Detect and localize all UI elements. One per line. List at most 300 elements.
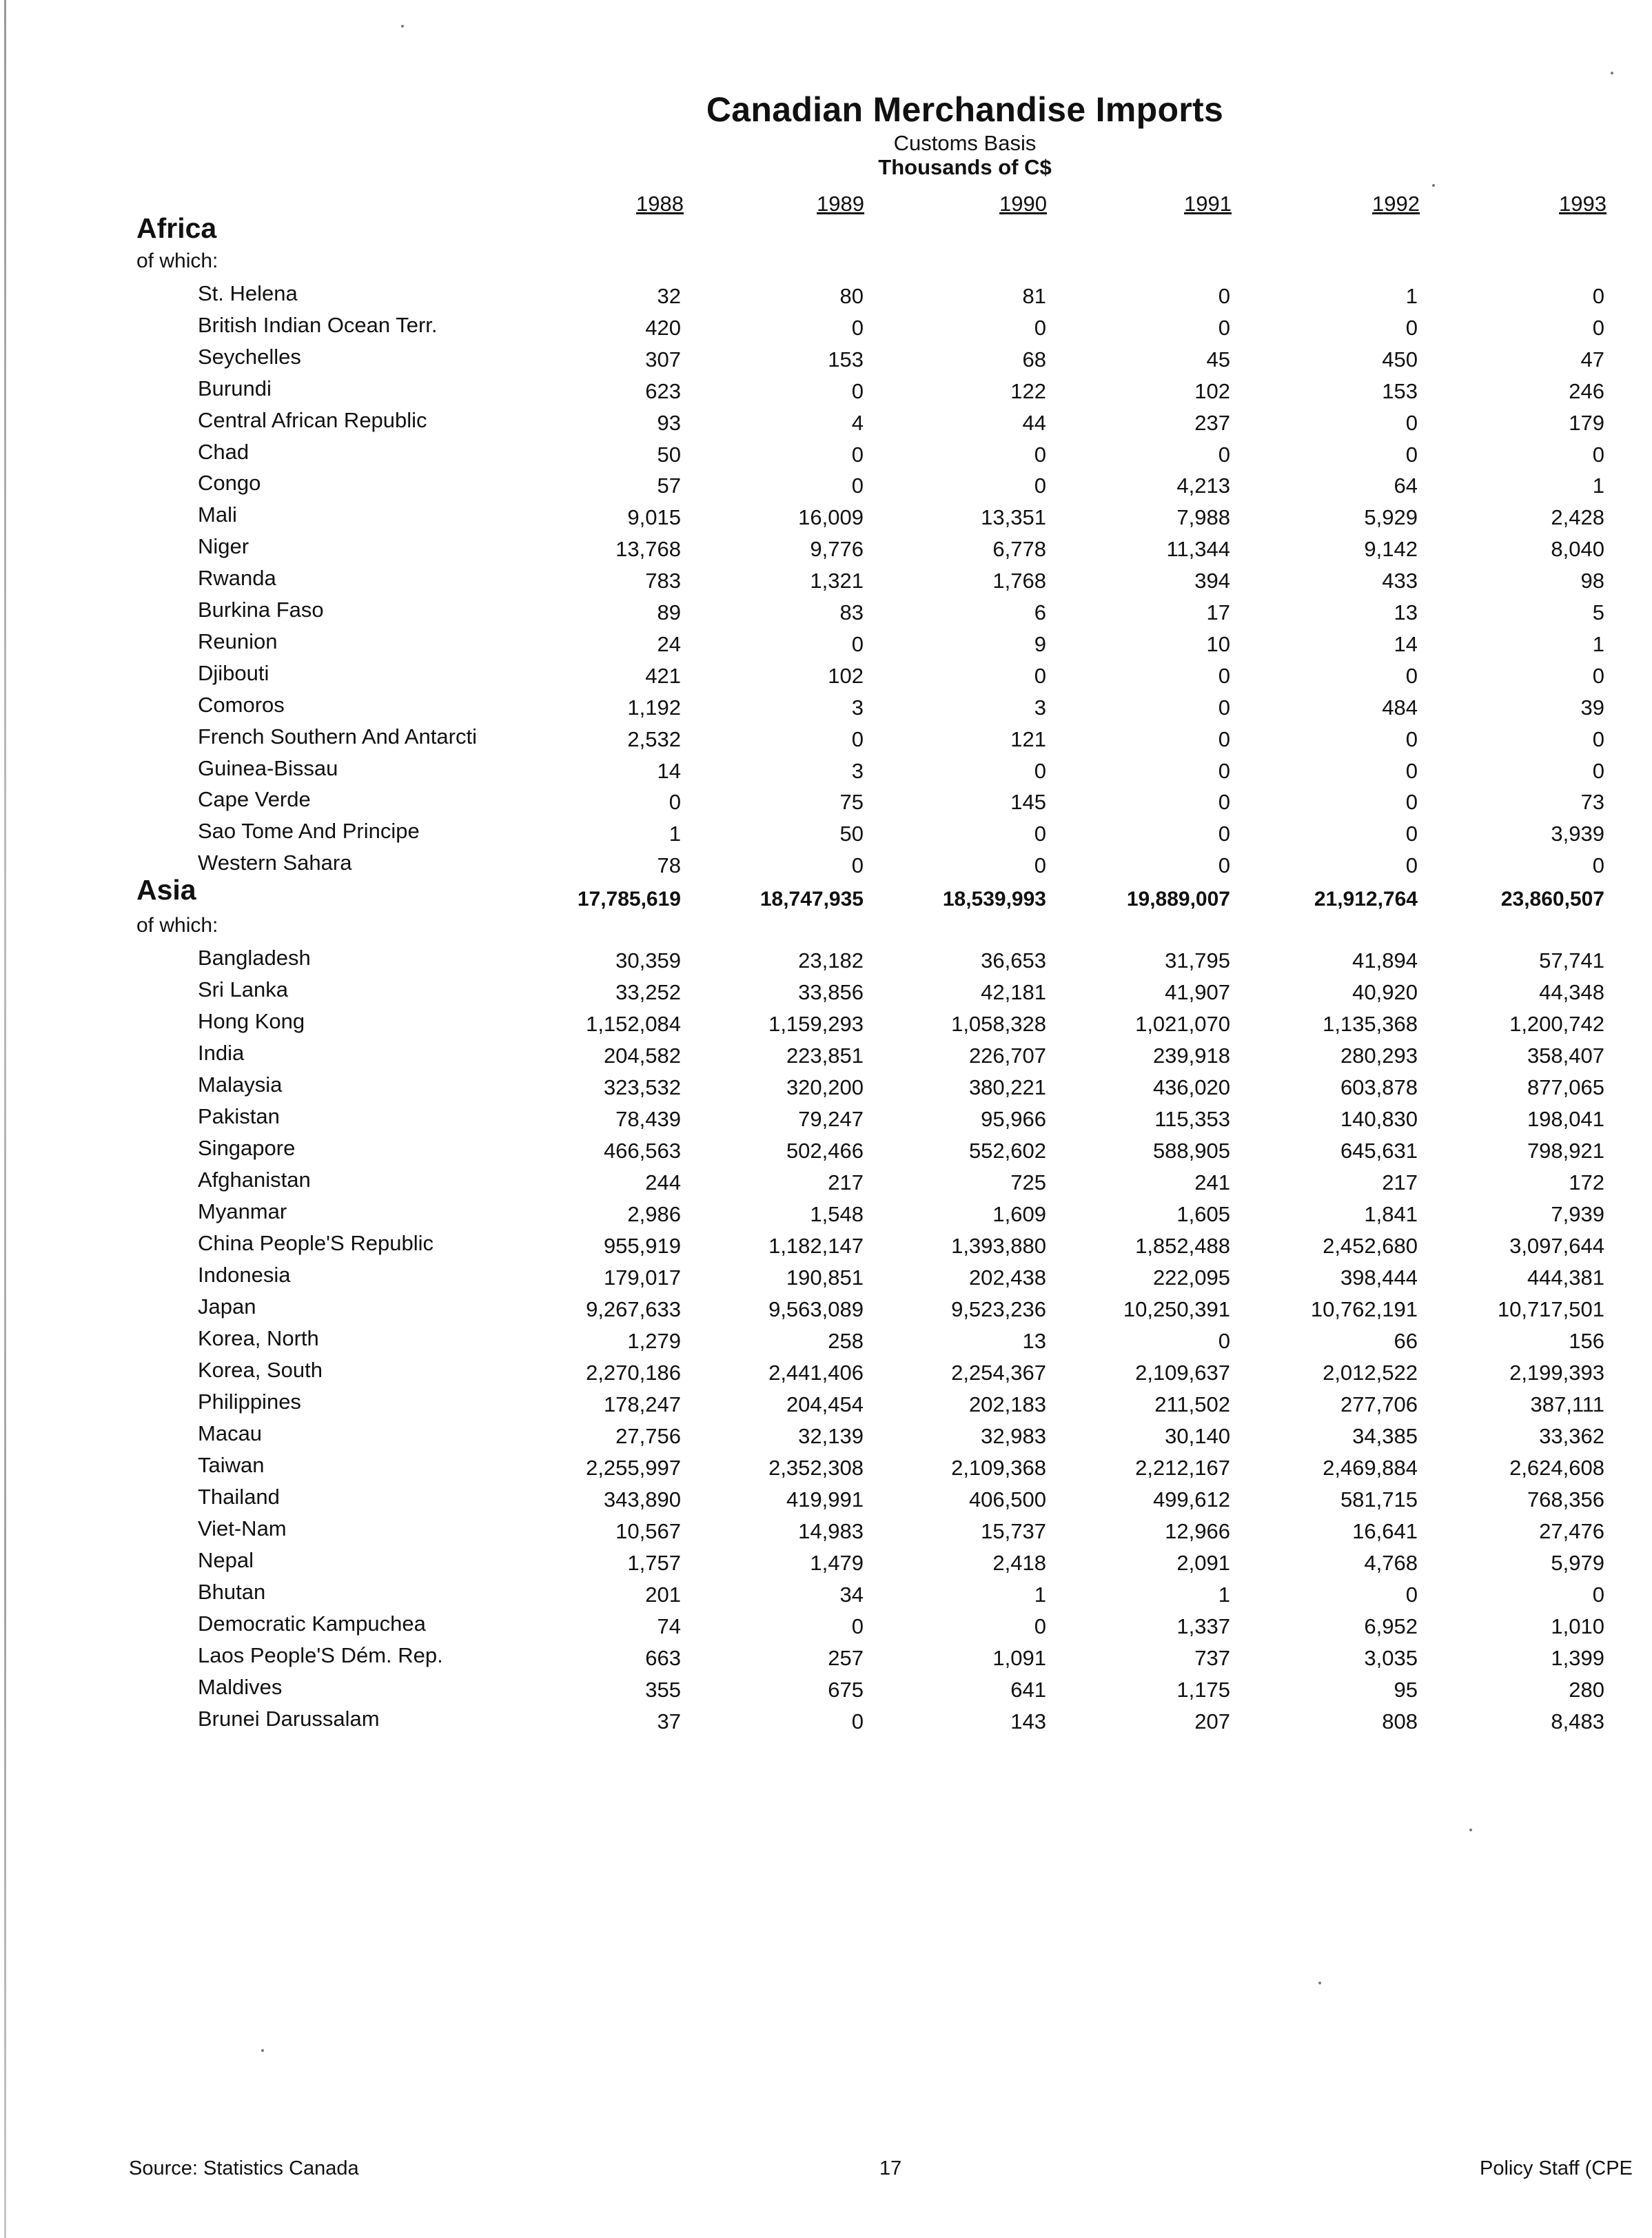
value-cell-1990: 1,768	[992, 569, 1046, 593]
value-cell-1988: 204,582	[603, 1044, 681, 1068]
value-cell-1990: 13,351	[981, 505, 1046, 530]
country-name: Singapore	[198, 1136, 296, 1160]
value-cell-1991: 237	[1194, 410, 1230, 435]
year-header-1993: 1993	[1559, 192, 1607, 216]
value-cell-1991: 10	[1206, 631, 1230, 656]
value-cell-1992: 808	[1382, 1709, 1418, 1733]
value-cell-1993: 198,041	[1527, 1107, 1604, 1131]
year-header-1990: 1990	[999, 192, 1047, 216]
value-cell-1993: 1,200,742	[1509, 1012, 1604, 1036]
value-cell-1991: 11,344	[1166, 537, 1230, 562]
africa-row	[0, 534, 1652, 565]
value-cell-1990: 0	[1034, 758, 1046, 783]
value-cell-1988: 30,359	[615, 948, 681, 973]
value-cell-1989: 0	[851, 631, 864, 656]
value-cell-1990: 202,183	[968, 1392, 1046, 1416]
africa-row	[0, 566, 1652, 597]
value-cell-1989: 79,247	[798, 1107, 864, 1131]
country-name: Sao Tome And Principe	[198, 819, 420, 844]
country-name: Bangladesh	[198, 946, 311, 970]
value-cell-1993: 8,483	[1551, 1709, 1604, 1733]
value-cell-1988: 466,563	[603, 1139, 681, 1163]
country-name: Macau	[198, 1421, 263, 1445]
country-name: Guinea-Bissau	[198, 755, 338, 780]
value-cell-1992: 0	[1405, 822, 1418, 846]
value-cell-1990: 32,983	[981, 1424, 1046, 1448]
value-cell-1988: 179,017	[603, 1265, 681, 1290]
value-cell-1988: 623	[645, 378, 681, 403]
value-cell-1989: 2,352,308	[768, 1456, 864, 1480]
value-cell-1991: 0	[1218, 758, 1230, 783]
value-cell-1992: 0	[1405, 1583, 1418, 1607]
country-name: Nepal	[198, 1548, 254, 1572]
source-note: Source: Statistics Canada	[129, 2157, 359, 2179]
country-name: Brunei Darussalam	[198, 1707, 380, 1731]
value-cell-1993: 2,428	[1551, 505, 1604, 530]
value-cell-1991: 115,353	[1154, 1107, 1230, 1131]
africa-row	[0, 281, 1652, 312]
value-cell-1990: 226,707	[968, 1044, 1046, 1068]
country-name: Congo	[198, 471, 261, 496]
value-cell-1991: 394	[1194, 569, 1230, 593]
value-cell-1992: 450	[1382, 347, 1418, 372]
asia-row	[0, 1104, 1652, 1135]
africa-row	[0, 756, 1652, 787]
value-cell-1990: 0	[1034, 853, 1046, 878]
year-header-1988: 1988	[636, 192, 684, 216]
value-cell-1991: 1,175	[1176, 1678, 1230, 1702]
value-cell-1993: 0	[1592, 853, 1604, 878]
value-cell-1992: 5,929	[1364, 505, 1418, 530]
value-cell-1990: 121	[1010, 726, 1046, 751]
scan-speck	[261, 2049, 264, 2052]
value-cell-1988: 27,756	[615, 1424, 681, 1448]
value-cell-1988: 78	[657, 853, 681, 878]
asia-of-which: of which:	[136, 914, 218, 937]
value-cell-1993: 0	[1592, 442, 1604, 467]
country-name: French Southern And Antarcti	[198, 724, 477, 749]
value-cell-1993: 0	[1592, 315, 1604, 340]
value-cell-1989: 16,009	[798, 505, 864, 530]
value-cell-1993: 3,939	[1551, 822, 1604, 846]
value-cell-1992: 645,631	[1340, 1139, 1418, 1163]
country-name: Western Sahara	[198, 851, 352, 875]
asia-row	[0, 1231, 1652, 1262]
asia-row	[0, 1358, 1652, 1389]
value-cell-1989: 217	[828, 1170, 864, 1194]
value-cell-1991: 241	[1194, 1170, 1230, 1194]
value-cell-1992: 41,894	[1352, 948, 1418, 973]
value-cell-1989: 9,563,089	[768, 1297, 864, 1321]
value-cell-1992: 217	[1382, 1170, 1418, 1194]
value-cell-1989: 83	[839, 600, 864, 624]
value-cell-1991: 0	[1218, 822, 1230, 846]
country-name: Maldives	[198, 1675, 283, 1699]
value-cell-1991: 10,250,391	[1123, 1297, 1230, 1321]
country-name: Sri Lanka	[198, 977, 288, 1001]
africa-section-title: Africa	[136, 212, 217, 244]
value-cell-1992: 3,035	[1364, 1646, 1418, 1670]
value-cell-1992: 2,452,680	[1323, 1234, 1418, 1258]
value-cell-1993: 798,921	[1527, 1139, 1604, 1163]
value-cell-1988: 1,757	[627, 1551, 681, 1575]
asia-row	[0, 1707, 1652, 1738]
country-name: Seychelles	[198, 344, 301, 369]
value-cell-1989: 1,321	[810, 569, 864, 593]
value-cell-1992: 95	[1394, 1678, 1418, 1702]
country-name: Korea, North	[198, 1326, 319, 1350]
country-name: Korea, South	[198, 1358, 323, 1382]
country-name: Niger	[198, 534, 249, 559]
value-cell-1991: 2,091	[1176, 1551, 1230, 1575]
asia-row	[0, 1643, 1652, 1674]
value-cell-1990: 2,254,367	[951, 1361, 1046, 1385]
value-cell-1988: 1,279	[627, 1329, 681, 1353]
asia-row	[0, 1675, 1652, 1706]
value-cell-1990: 13	[1022, 1329, 1046, 1353]
scan-speck	[1432, 184, 1435, 187]
asia-row	[0, 1326, 1652, 1357]
value-cell-1991: 222,095	[1152, 1265, 1230, 1290]
value-cell-1991: 588,905	[1152, 1139, 1230, 1163]
value-cell-1988: 2,532	[627, 726, 681, 751]
africa-row	[0, 661, 1652, 692]
value-cell-1993: 3,097,644	[1509, 1234, 1604, 1258]
value-cell-1990: 81	[1022, 284, 1046, 308]
value-cell-1992: 0	[1405, 758, 1418, 783]
value-cell-1989: 0	[851, 442, 864, 467]
value-cell-1990: 122	[1010, 378, 1046, 403]
value-cell-1989: 33,856	[798, 980, 864, 1004]
value-cell-1989: 80	[839, 284, 864, 308]
asia-total-1988: 17,785,619	[577, 888, 681, 911]
value-cell-1992: 9,142	[1364, 537, 1418, 562]
value-cell-1989: 153	[828, 347, 864, 372]
year-header-1991: 1991	[1184, 192, 1232, 216]
value-cell-1992: 10,762,191	[1310, 1297, 1418, 1321]
africa-row	[0, 345, 1652, 376]
africa-row	[0, 376, 1652, 407]
country-name: Hong Kong	[198, 1009, 305, 1033]
value-cell-1989: 3	[851, 695, 864, 720]
value-cell-1993: 10,717,501	[1497, 1297, 1604, 1321]
value-cell-1993: 5	[1592, 600, 1604, 624]
country-name: Myanmar	[198, 1199, 287, 1223]
value-cell-1988: 420	[645, 315, 681, 340]
value-cell-1988: 10,567	[615, 1519, 681, 1543]
asia-row	[0, 1580, 1652, 1611]
country-name: Chad	[198, 439, 249, 464]
value-cell-1989: 1,159,293	[768, 1012, 864, 1036]
value-cell-1988: 24	[657, 631, 681, 656]
value-cell-1992: 6,952	[1364, 1614, 1418, 1638]
value-cell-1988: 33,252	[615, 980, 681, 1004]
asia-row	[0, 1390, 1652, 1421]
value-cell-1989: 675	[828, 1678, 864, 1702]
value-cell-1989: 102	[828, 663, 864, 688]
africa-row	[0, 313, 1652, 344]
value-cell-1992: 0	[1405, 726, 1418, 751]
value-cell-1992: 153	[1382, 378, 1418, 403]
value-cell-1989: 1,548	[810, 1202, 864, 1226]
value-cell-1991: 0	[1218, 663, 1230, 688]
value-cell-1989: 34	[839, 1583, 864, 1607]
value-cell-1992: 433	[1382, 569, 1418, 593]
value-cell-1993: 57,741	[1539, 948, 1604, 973]
value-cell-1992: 581,715	[1340, 1487, 1418, 1512]
value-cell-1992: 277,706	[1340, 1392, 1418, 1416]
value-cell-1988: 663	[645, 1646, 681, 1670]
value-cell-1988: 0	[669, 790, 681, 815]
country-name: Taiwan	[198, 1453, 265, 1477]
africa-row	[0, 629, 1652, 660]
value-cell-1992: 66	[1394, 1329, 1418, 1353]
country-name: Mali	[198, 502, 237, 527]
value-cell-1991: 211,502	[1154, 1392, 1230, 1416]
country-name: Philippines	[198, 1390, 301, 1414]
value-cell-1989: 0	[851, 853, 864, 878]
value-cell-1992: 4,768	[1364, 1551, 1418, 1575]
value-cell-1988: 78,439	[615, 1107, 681, 1131]
value-cell-1992: 13	[1394, 600, 1418, 624]
asia-total-1990: 18,539,993	[942, 888, 1046, 911]
value-cell-1992: 64	[1394, 474, 1418, 498]
country-name: Indonesia	[198, 1263, 291, 1287]
value-cell-1992: 2,469,884	[1323, 1456, 1418, 1480]
value-cell-1991: 207	[1194, 1709, 1230, 1733]
value-cell-1993: 73	[1580, 790, 1604, 815]
value-cell-1990: 0	[1034, 474, 1046, 498]
value-cell-1988: 355	[645, 1678, 681, 1702]
value-cell-1990: 641	[1010, 1678, 1046, 1702]
value-cell-1991: 239,918	[1152, 1044, 1230, 1068]
country-name: St. Helena	[198, 281, 298, 305]
value-cell-1988: 1	[669, 822, 681, 846]
value-cell-1990: 145	[1010, 790, 1046, 815]
value-cell-1993: 0	[1592, 284, 1604, 308]
country-name: Rwanda	[198, 566, 276, 591]
value-cell-1988: 9,267,633	[586, 1297, 681, 1321]
value-cell-1993: 98	[1580, 569, 1604, 593]
value-cell-1993: 5,979	[1551, 1551, 1604, 1575]
value-cell-1992: 0	[1405, 410, 1418, 435]
value-cell-1988: 50	[657, 442, 681, 467]
value-cell-1990: 9,523,236	[951, 1297, 1046, 1321]
value-cell-1991: 30,140	[1165, 1424, 1230, 1448]
value-cell-1989: 14,983	[798, 1519, 864, 1543]
value-cell-1989: 0	[851, 726, 864, 751]
value-cell-1989: 502,466	[786, 1139, 864, 1163]
value-cell-1989: 204,454	[786, 1392, 864, 1416]
value-cell-1988: 955,919	[603, 1234, 681, 1258]
value-cell-1991: 45	[1206, 347, 1230, 372]
country-name: Burkina Faso	[198, 598, 324, 622]
asia-row	[0, 1041, 1652, 1072]
value-cell-1989: 419,991	[786, 1487, 864, 1512]
africa-row	[0, 787, 1652, 818]
value-cell-1993: 44,348	[1539, 980, 1604, 1004]
value-cell-1988: 89	[657, 600, 681, 624]
asia-row	[0, 946, 1652, 977]
value-cell-1990: 0	[1034, 1614, 1046, 1638]
asia-section-title: Asia	[136, 874, 196, 906]
page-number: 17	[879, 2157, 902, 2179]
value-cell-1989: 0	[851, 315, 864, 340]
country-name: Comoros	[198, 692, 285, 717]
value-cell-1993: 0	[1592, 758, 1604, 783]
value-cell-1991: 12,966	[1165, 1519, 1230, 1543]
value-cell-1992: 0	[1405, 790, 1418, 815]
value-cell-1992: 16,641	[1352, 1519, 1418, 1543]
value-cell-1990: 1	[1034, 1583, 1046, 1607]
value-cell-1993: 39	[1580, 695, 1604, 720]
country-name: Pakistan	[198, 1104, 280, 1128]
value-cell-1991: 17	[1206, 600, 1230, 624]
value-cell-1993: 0	[1592, 726, 1604, 751]
value-cell-1989: 0	[851, 1709, 864, 1733]
value-cell-1993: 444,381	[1527, 1265, 1604, 1290]
value-cell-1990: 143	[1010, 1709, 1046, 1733]
year-header-1989: 1989	[817, 192, 864, 216]
value-cell-1988: 14	[657, 758, 681, 783]
value-cell-1990: 1,393,880	[951, 1234, 1046, 1258]
value-cell-1991: 1	[1218, 1583, 1230, 1607]
value-cell-1991: 2,212,167	[1135, 1456, 1230, 1480]
value-cell-1991: 737	[1194, 1646, 1230, 1670]
value-cell-1990: 36,653	[981, 948, 1046, 973]
country-name: Bhutan	[198, 1580, 266, 1604]
value-cell-1990: 95,966	[981, 1107, 1046, 1131]
value-cell-1992: 280,293	[1340, 1044, 1418, 1068]
value-cell-1991: 0	[1218, 442, 1230, 467]
africa-row	[0, 408, 1652, 439]
value-cell-1988: 1,152,084	[586, 1012, 681, 1036]
value-cell-1992: 14	[1394, 631, 1418, 656]
value-cell-1992: 40,920	[1352, 980, 1418, 1004]
value-cell-1993: 172	[1569, 1170, 1604, 1194]
value-cell-1991: 1,021,070	[1135, 1012, 1230, 1036]
value-cell-1989: 75	[839, 790, 864, 815]
value-cell-1990: 0	[1034, 663, 1046, 688]
country-name: Malaysia	[198, 1072, 283, 1097]
value-cell-1990: 3	[1034, 695, 1046, 720]
scan-speck	[1611, 72, 1613, 74]
value-cell-1990: 6,778	[992, 537, 1046, 562]
value-cell-1991: 7,988	[1176, 505, 1230, 530]
value-cell-1988: 57	[657, 474, 681, 498]
value-cell-1992: 34,385	[1352, 1424, 1418, 1448]
value-cell-1989: 23,182	[798, 948, 864, 973]
value-cell-1993: 179	[1569, 410, 1604, 435]
value-cell-1989: 32,139	[798, 1424, 864, 1448]
value-cell-1989: 3	[851, 758, 864, 783]
value-cell-1991: 31,795	[1165, 948, 1230, 973]
office-label: Policy Staff (CPE	[1480, 2157, 1633, 2179]
value-cell-1993: 1,010	[1551, 1614, 1604, 1638]
africa-row	[0, 502, 1652, 533]
value-cell-1993: 358,407	[1527, 1044, 1604, 1068]
value-cell-1992: 0	[1405, 315, 1418, 340]
value-cell-1989: 9,776	[810, 537, 864, 562]
value-cell-1991: 1,337	[1176, 1614, 1230, 1638]
value-cell-1989: 223,851	[786, 1044, 864, 1068]
asia-row	[0, 1168, 1652, 1199]
value-cell-1988: 783	[645, 569, 681, 593]
value-cell-1988: 74	[657, 1614, 681, 1638]
asia-row	[0, 1263, 1652, 1294]
scan-speck	[1469, 1829, 1472, 1831]
value-cell-1993: 768,356	[1527, 1487, 1604, 1512]
country-name: China People'S Republic	[198, 1231, 434, 1255]
asia-total-row	[0, 888, 1652, 919]
value-cell-1989: 0	[851, 474, 864, 498]
value-cell-1989: 257	[828, 1646, 864, 1670]
value-cell-1988: 2,986	[627, 1202, 681, 1226]
value-cell-1991: 4,213	[1176, 474, 1230, 498]
value-cell-1992: 1	[1405, 284, 1418, 308]
value-cell-1993: 387,111	[1530, 1392, 1604, 1416]
value-cell-1988: 307	[645, 347, 681, 372]
value-cell-1989: 2,441,406	[768, 1361, 864, 1385]
asia-total-1991: 19,889,007	[1126, 888, 1230, 911]
value-cell-1991: 1,852,488	[1135, 1234, 1230, 1258]
country-name: India	[198, 1041, 245, 1065]
value-cell-1990: 380,221	[968, 1075, 1046, 1099]
value-cell-1990: 406,500	[968, 1487, 1046, 1512]
country-name: Japan	[198, 1294, 256, 1319]
value-cell-1991: 0	[1218, 853, 1230, 878]
value-cell-1990: 44	[1022, 410, 1046, 435]
asia-row	[0, 1453, 1652, 1484]
value-cell-1988: 421	[645, 663, 681, 688]
value-cell-1989: 190,851	[786, 1265, 864, 1290]
asia-row	[0, 1294, 1652, 1325]
value-cell-1991: 436,020	[1152, 1075, 1230, 1099]
value-cell-1993: 156	[1569, 1329, 1604, 1353]
africa-row	[0, 471, 1652, 502]
africa-row	[0, 440, 1652, 471]
asia-row	[0, 1199, 1652, 1230]
year-header-1992: 1992	[1372, 192, 1420, 216]
value-cell-1990: 68	[1022, 347, 1046, 372]
value-cell-1990: 42,181	[981, 980, 1046, 1004]
value-cell-1993: 47	[1580, 347, 1604, 372]
value-cell-1990: 725	[1010, 1170, 1046, 1194]
value-cell-1989: 1,479	[810, 1551, 864, 1575]
scan-speck	[1318, 1982, 1321, 1984]
value-cell-1990: 1,058,328	[951, 1012, 1046, 1036]
value-cell-1990: 9	[1034, 631, 1046, 656]
value-cell-1991: 0	[1218, 790, 1230, 815]
value-cell-1988: 343,890	[603, 1487, 681, 1512]
units-label: Thousands of C$	[878, 155, 1052, 179]
value-cell-1990: 2,109,368	[951, 1456, 1046, 1480]
value-cell-1991: 0	[1218, 284, 1230, 308]
value-cell-1991: 0	[1218, 695, 1230, 720]
value-cell-1993: 1	[1592, 631, 1604, 656]
value-cell-1993: 33,362	[1539, 1424, 1604, 1448]
value-cell-1990: 0	[1034, 315, 1046, 340]
value-cell-1993: 27,476	[1539, 1519, 1604, 1543]
value-cell-1992: 603,878	[1340, 1075, 1418, 1099]
country-name: Burundi	[198, 376, 272, 400]
country-name: Thailand	[198, 1485, 280, 1509]
value-cell-1988: 178,247	[603, 1392, 681, 1416]
country-name: Djibouti	[198, 660, 269, 685]
value-cell-1993: 280	[1569, 1678, 1604, 1702]
africa-row	[0, 693, 1652, 724]
page-subtitle: Customs Basis	[893, 131, 1037, 155]
